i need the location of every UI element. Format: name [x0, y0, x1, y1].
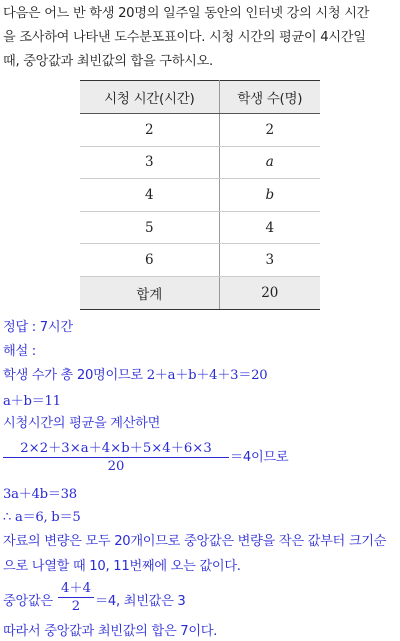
mean-fraction [3, 437, 229, 474]
problem-line-1: 다음은 어느 반 학생 20명의 일주일 동안의 인터넷 강의 시청 시간 [3, 6, 370, 21]
problem-line-3: 때, 중앙값과 최빈값의 합을 구하시오. [3, 54, 213, 69]
solution-line-2: a＋b＝11 [3, 394, 61, 409]
total-label: 합계 [80, 276, 219, 309]
solution-line-3: 시청시간의 평균을 계산하면 [3, 416, 161, 431]
table-row [80, 211, 320, 244]
mean-fraction-numerator: 2×2＋3×a＋4×b＋5×4＋6×3 [20, 441, 212, 456]
cell-time: 5 [80, 211, 219, 244]
table-row [80, 146, 320, 179]
table-row [80, 179, 320, 212]
cell-count: 2 [219, 114, 320, 147]
cell-time: 4 [80, 179, 219, 212]
mean-fraction-denominator: 20 [107, 459, 125, 474]
median-fraction [58, 577, 94, 614]
median-label: 중앙값은 [3, 594, 53, 609]
cell-count: 4 [219, 211, 320, 244]
median-fraction-numerator: 4＋4 [61, 581, 91, 596]
table-total-row [80, 276, 320, 309]
median-fraction-denominator: 2 [71, 599, 81, 614]
solution-line-1-text: 학생 수가 총 20명이므로 [3, 368, 147, 383]
cell-time: 3 [80, 146, 219, 179]
total-value: 20 [219, 276, 320, 309]
header-student-count: 학생 수(명) [219, 81, 320, 114]
cell-count: b [219, 179, 320, 212]
table-header-row [80, 81, 320, 114]
solution-line-8: 으로 나열할 때 10, 11번째에 오는 값이다. [3, 559, 241, 574]
cell-count: a [219, 146, 320, 179]
cell-time: 2 [80, 114, 219, 147]
solution-line-1 [3, 364, 267, 383]
mean-fraction-result: ＝4이므로 [230, 450, 289, 465]
solution-line-7: 자료의 변량은 모두 20개이므로 중앙값은 변량을 작은 값부터 크기순 [3, 534, 387, 549]
cell-count: 3 [219, 244, 320, 277]
explanation-label: 해설 : [3, 344, 36, 359]
answer-line: 정답 : 7시간 [3, 320, 73, 335]
table-row [80, 244, 320, 277]
solution-line-1-equation: 2＋a＋b＋4＋3＝20 [146, 368, 268, 383]
frequency-table [80, 80, 320, 310]
solution-line-6: ∴ a＝6, b＝5 [3, 510, 81, 525]
median-result: ＝4, 최빈값은 3 [95, 594, 186, 609]
final-answer-line: 따라서 중앙값과 최빈값의 합은 7이다. [3, 624, 218, 639]
header-viewing-time: 시청 시간(시간) [80, 81, 219, 114]
fraction-bar [58, 597, 94, 598]
problem-line-2: 을 조사하여 나타낸 도수분포표이다. 시청 시간의 평균이 4시간일 [3, 30, 366, 45]
cell-time: 6 [80, 244, 219, 277]
solution-line-5: 3a＋4b＝38 [3, 487, 77, 502]
fraction-bar [3, 457, 229, 458]
table-row [80, 114, 320, 147]
problem-statement [3, 2, 397, 74]
